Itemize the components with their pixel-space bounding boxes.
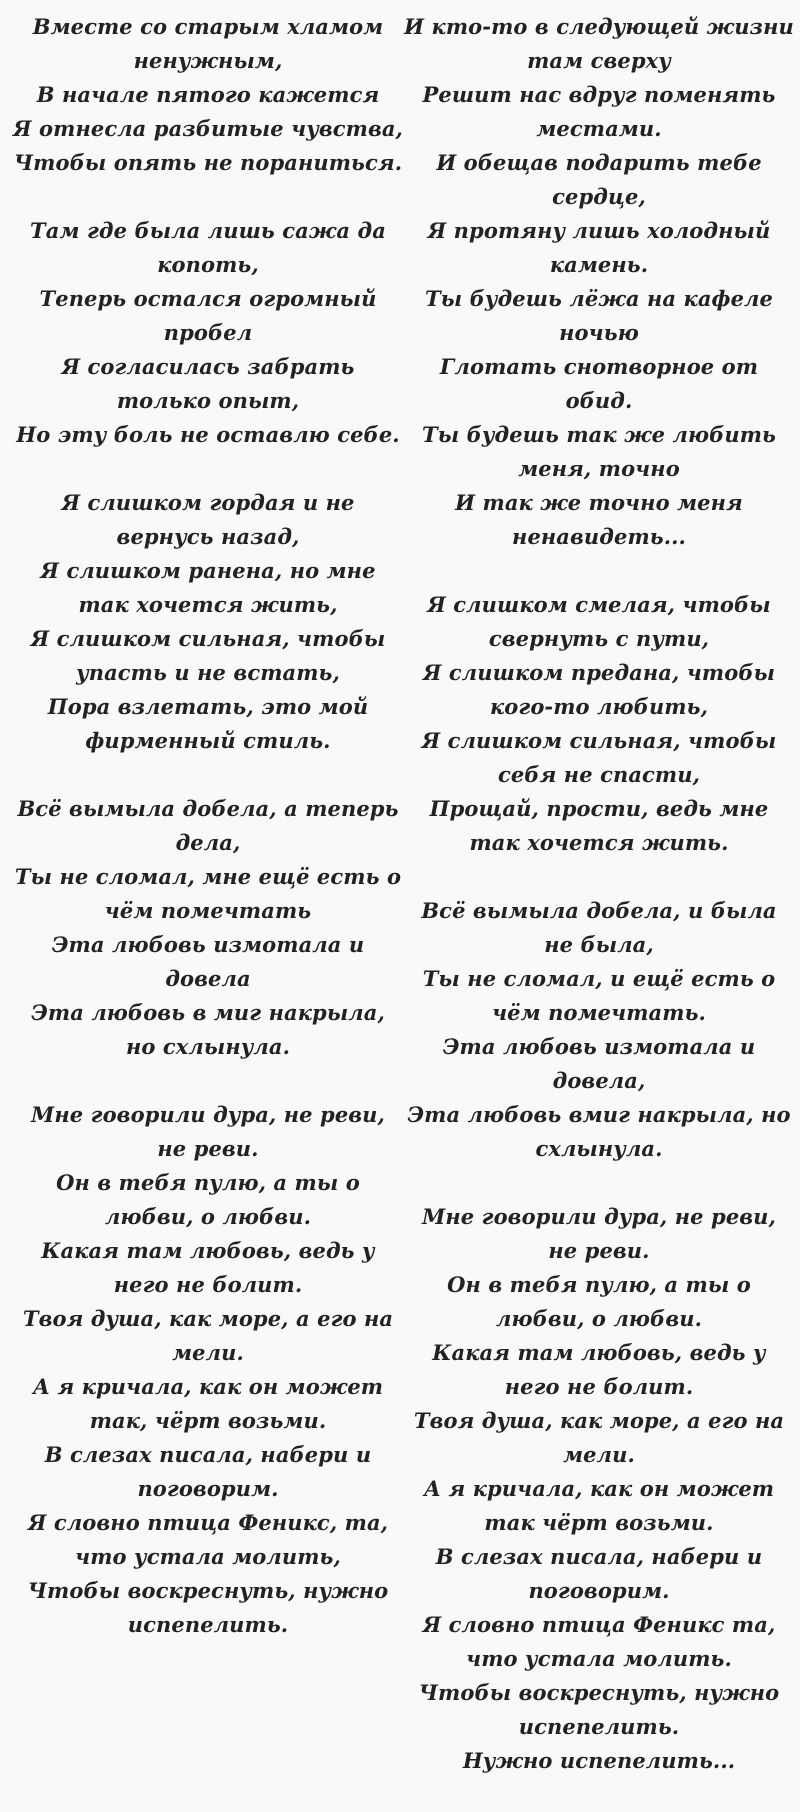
- lyric-line: Вместе со старым хламом ненужным,: [32, 14, 384, 73]
- lyric-line: Ты не сломал, мне ещё есть о чём помечтать: [14, 864, 402, 923]
- lyric-line: Ты не сломал, и ещё есть о чём помечтать.: [422, 966, 776, 1025]
- lyric-line: Я согласилась забрать только опыт,: [61, 354, 355, 413]
- lyric-line: Но эту боль не оставлю себе.: [16, 422, 400, 447]
- lyric-line: Эта любовь измотала и довела: [51, 932, 365, 991]
- lyric-line: Твоя душа, как море, а его на мели.: [413, 1408, 785, 1467]
- lyric-line: Какая там любовь, ведь у него не болит.: [41, 1238, 375, 1297]
- lyric-line: Я словно птица Феникс, та, что устала молить,: [27, 1510, 389, 1569]
- lyric-line: В слезах писала, набери и поговорим.: [435, 1544, 763, 1603]
- lyric-line: Я слишком сильная, чтобы упасть и не встать,: [30, 626, 386, 685]
- lyrics-column-right: [404, 10, 794, 1812]
- lyric-line: В слезах писала, набери и поговорим.: [44, 1442, 372, 1501]
- lyric-line: Я протяну лишь холодный камень.: [427, 218, 771, 277]
- lyric-line: Я слишком сильная, чтобы себя не спасти,: [421, 728, 777, 787]
- lyric-line: Нужно испепелить...: [462, 1748, 736, 1773]
- lyric-line: Эта любовь вмиг накрыла, но схлынула.: [407, 1102, 791, 1161]
- stanza: [13, 1098, 403, 1642]
- lyric-line: И кто-то в следующей жизни там сверху: [404, 14, 794, 73]
- lyric-line: Ты будешь так же любить меня, точно: [421, 422, 777, 481]
- lyric-line: Теперь остался огромный пробел: [39, 286, 377, 345]
- lyric-line: Мне говорили дура, не реви, не реви.: [422, 1204, 776, 1263]
- stanza: [404, 894, 794, 1166]
- lyric-line: Там где была лишь сажа да копоть,: [30, 218, 386, 277]
- lyric-line: Я словно птица Феникс та, что устала молить.: [422, 1612, 776, 1671]
- lyric-line: Я слишком предана, чтобы кого-то любить,: [422, 660, 776, 719]
- lyric-line: Чтобы воскреснуть, нужно испепелить.: [27, 1578, 389, 1637]
- lyric-line: Всё вымыла добела, а теперь дела,: [17, 796, 399, 855]
- lyric-line: Ты будешь лёжа на кафеле ночью: [425, 286, 773, 345]
- lyrics-column-left: [13, 10, 403, 1676]
- lyric-line: Он в тебя пулю, а ты о любви, о любви.: [56, 1170, 360, 1229]
- lyric-line: Какая там любовь, ведь у него не болит.: [432, 1340, 766, 1399]
- lyric-line: Я слишком гордая и не вернусь назад,: [61, 490, 355, 549]
- lyric-line: Решит нас вдруг поменять местами.: [422, 82, 776, 141]
- lyric-line: Пора взлетать, это мой фирменный стиль.: [47, 694, 369, 753]
- lyric-line: Чтобы опять не пораниться.: [13, 150, 403, 175]
- lyric-line: Эта любовь измотала и довела,: [442, 1034, 756, 1093]
- lyric-line: Эта любовь в миг накрыла, но схлынула.: [31, 1000, 385, 1059]
- stanza: [13, 486, 403, 758]
- stanza: [13, 214, 403, 452]
- stanza: [404, 588, 794, 860]
- lyric-line: Я слишком ранена, но мне так хочется жить,: [40, 558, 376, 617]
- stanza: [404, 10, 794, 554]
- lyric-line: И так же точно меня ненавидеть...: [455, 490, 743, 549]
- lyric-line: Он в тебя пулю, а ты о любви, о любви.: [447, 1272, 751, 1331]
- lyric-line: А я кричала, как он может так чёрт возьми.: [423, 1476, 775, 1535]
- lyric-line: Мне говорили дура, не реви, не реви.: [31, 1102, 385, 1161]
- lyric-line: И обещав подарить тебе сердце,: [436, 150, 762, 209]
- lyric-line: В начале пятого кажется: [36, 82, 380, 107]
- lyric-line: Я отнесла разбитые чувства,: [13, 116, 403, 141]
- stanza: [13, 10, 403, 180]
- lyric-line: Я слишком смелая, чтобы свернуть с пути,: [427, 592, 771, 651]
- lyric-line: А я кричала, как он может так, чёрт возьми.: [32, 1374, 384, 1433]
- lyric-line: Чтобы воскреснуть, нужно испепелить.: [418, 1680, 780, 1739]
- lyric-line: Глотать снотворное от обид.: [439, 354, 759, 413]
- lyric-line: Всё вымыла добела, и была не была,: [421, 898, 777, 957]
- lyric-line: Твоя душа, как море, а его на мели.: [22, 1306, 394, 1365]
- stanza: [13, 792, 403, 1064]
- lyric-line: Прощай, прости, ведь мне так хочется жить.: [429, 796, 769, 855]
- stanza: [404, 1200, 794, 1778]
